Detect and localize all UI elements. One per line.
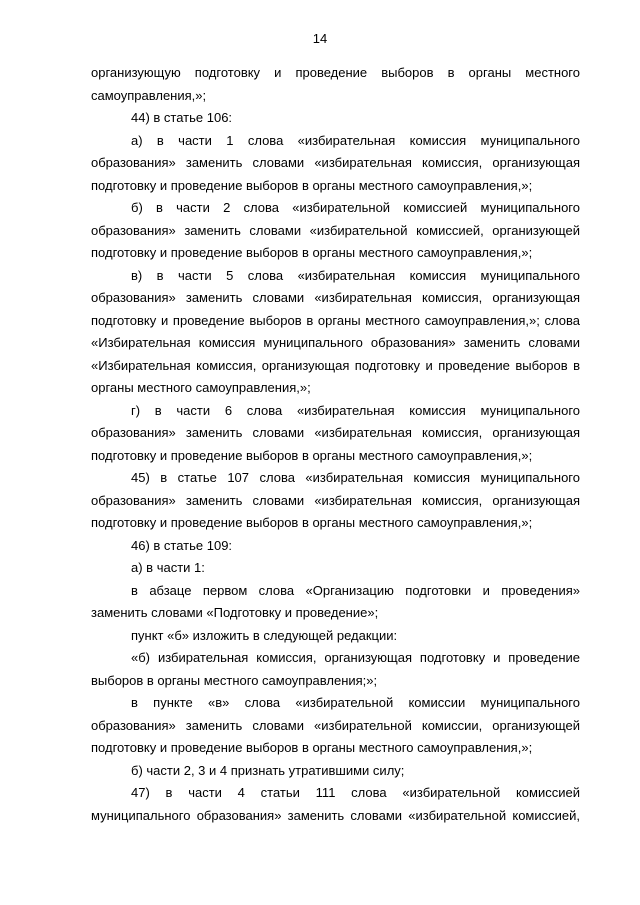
paragraph: г) в части 6 слова «избирательная комиссия муниципального образования» заменить словами «избирательная комиссия, организующая подготовку и проведение выборов в органы местного самоуправления,»; [91, 402, 580, 463]
paragraph: 45) в статье 107 слова «избирательная комиссия муниципального образования» заменить словами «избирательная комиссия, организующая подготовку и проведение выборов в органы местного самоуправления,»; [91, 470, 580, 530]
document-body [91, 62, 580, 827]
paragraph: а) в части 1: [131, 560, 205, 575]
paragraph: б) части 2, 3 и 4 признать утратившими силу; [131, 762, 405, 778]
paragraph: 44) в статье 106: [131, 110, 233, 125]
paragraph: а) в части 1 слова «избирательная комиссия муниципального образования» заменить словами «избирательная комиссия, организующая подготовку и проведение выборов в органы местного самоуправления,»; [91, 132, 580, 193]
page-number: 14 [312, 31, 328, 46]
paragraph: в) в части 5 слова «избирательная комиссия муниципального образования» заменить словами «избирательная комиссия, организующая подготовку и проведение выборов в органы местного самоуправления,»; слова «Избирательная комиссия муниципального образования» заменить словами «Избирательная комиссия, организующая подготовку и проведение выборов в органы местного самоуправления,»; [91, 267, 580, 395]
paragraph: организующую подготовку и проведение выборов в органы местного самоуправления,»; [91, 65, 580, 103]
paragraph: «б) избирательная комиссия, организующая подготовку и проведение выборов в органы местного самоуправления;»; [91, 650, 580, 688]
paragraph: в абзаце первом слова «Организацию подготовки и проведения» заменить словами «Подготовку и проведение»; [91, 582, 580, 620]
paragraph: 46) в статье 109: [131, 537, 233, 553]
paragraph: б) в части 2 слова «избирательной комиссией муниципального образования» заменить словами «избирательной комиссией, организующей подготовку и проведение выборов в органы местного самоуправления,»; [91, 200, 580, 260]
paragraph: в пункте «в» слова «избирательной комиссии муниципального образования» заменить словами «избирательной комиссии, организующей подготовку и проведение выборов в органы местного самоуправления,»; [91, 695, 580, 755]
paragraph: 47) в части 4 статьи 111 слова «избирательной комиссией муниципального образования» заменить словами «избирательной комиссией, [91, 785, 580, 823]
paragraph: пункт «б» изложить в следующей редакции: [131, 627, 398, 643]
